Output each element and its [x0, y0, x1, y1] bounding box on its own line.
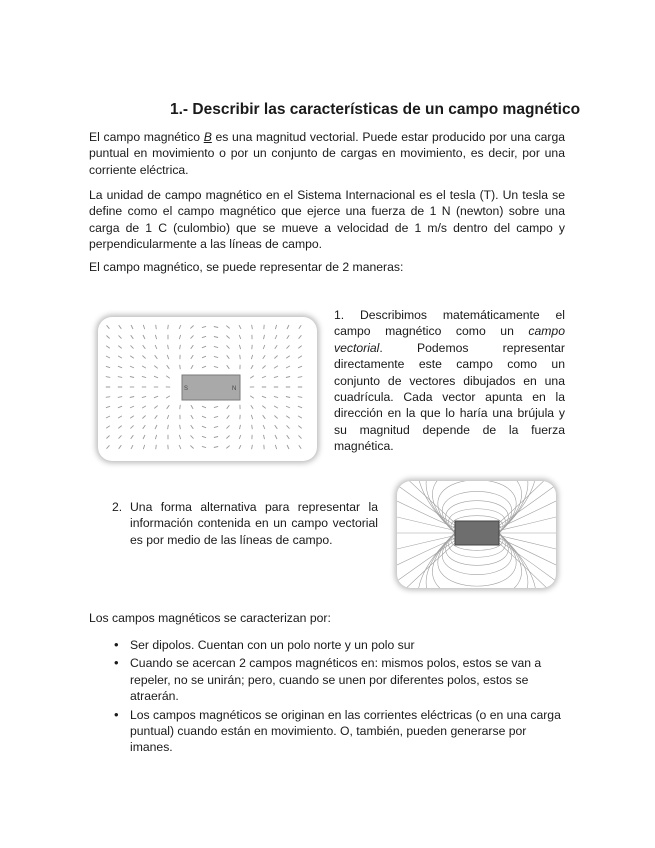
field-vector: [274, 406, 278, 408]
field-vector: [275, 325, 276, 329]
field-vector: [166, 396, 170, 398]
field-vector: [131, 325, 133, 329]
field-vector: [226, 446, 229, 449]
field-vector: [168, 325, 169, 329]
field-vector: [275, 445, 276, 449]
field-vector: [287, 435, 290, 439]
field-vector: [251, 415, 252, 419]
field-vector: [166, 376, 170, 378]
field-vector: [154, 396, 158, 398]
field-vector: [227, 425, 230, 428]
field-vector: [252, 445, 253, 449]
field-vector: [286, 377, 290, 378]
method1-text-start: 1. Describimos matemáticamente el campo magnético como un: [334, 308, 565, 339]
field-vector: [202, 336, 206, 337]
field-vector: [191, 355, 193, 359]
field-vector: [155, 425, 157, 429]
field-vector: [239, 345, 240, 349]
field-vector: [202, 326, 206, 327]
field-vector: [106, 336, 109, 339]
field-vector: [298, 356, 302, 358]
field-vector: [298, 416, 302, 418]
field-vector: [274, 416, 277, 419]
field-vector: [214, 356, 218, 357]
field-vector: [142, 376, 146, 377]
field-vector: [214, 337, 218, 338]
field-vector: [106, 377, 110, 378]
field-vector: [202, 406, 206, 408]
field-vector: [118, 346, 121, 349]
field-vector: [106, 436, 109, 439]
field-vector: [167, 365, 170, 369]
field-vector: [118, 397, 122, 398]
field-vector: [226, 326, 229, 329]
field-vector: [131, 335, 134, 339]
field-vector: [263, 425, 265, 429]
field-vector: [190, 446, 193, 449]
field-vector: [299, 335, 302, 338]
characteristics-list: [112, 637, 565, 758]
field-vector: [286, 397, 290, 398]
field-vector: [251, 405, 253, 409]
field-vector: [239, 325, 241, 329]
field-vector: [131, 345, 134, 348]
field-vector: [190, 326, 193, 329]
field-vector: [239, 435, 241, 439]
field-vector: [227, 415, 230, 418]
field-vector: [106, 426, 110, 428]
field-vector: [287, 345, 290, 348]
field-vector: [214, 426, 218, 427]
field-vector: [106, 397, 110, 398]
field-vector: [179, 335, 180, 339]
field-vector: [202, 356, 206, 358]
field-vector: [142, 416, 145, 419]
field-vector: [202, 436, 206, 437]
page-title: 1.- Describir las características de un campo magnético: [170, 101, 581, 118]
field-vector: [180, 425, 181, 429]
field-vector: [130, 416, 134, 419]
field-vector: [130, 425, 133, 428]
list-item: • Ser dipolos. Cuentan con un polo norte y un polo sur: [112, 637, 565, 653]
field-vector: [275, 435, 277, 439]
field-vector: [262, 396, 266, 398]
field-vector: [154, 406, 157, 409]
field-vector: [119, 335, 122, 338]
field-vector: [286, 416, 290, 419]
field-vector: [202, 426, 206, 428]
field-vector: [274, 356, 277, 359]
field-vector: [227, 355, 230, 358]
field-vector: [107, 445, 110, 448]
field-vector: [274, 396, 278, 397]
field-vector: [191, 365, 193, 369]
field-vector: [154, 366, 157, 369]
field-vector: [299, 445, 301, 449]
method2-text: Una forma alternativa para representar la información contenida en un campo vectorial es por medio de las líneas de campo.: [130, 500, 378, 547]
field-vector: [214, 366, 218, 367]
field-vector: [227, 365, 230, 369]
field-vector: [119, 445, 122, 449]
field-vector: [274, 376, 278, 377]
field-vector: [251, 365, 253, 369]
field-vector: [275, 425, 278, 429]
field-vector: [202, 446, 206, 447]
field-vector: [155, 345, 157, 349]
field-vector: [251, 355, 252, 359]
field-vector: [142, 366, 146, 368]
field-vector: [226, 436, 229, 439]
field-vector: [214, 406, 218, 407]
method1-description: [334, 307, 565, 455]
method1-text-end: . Podemos representar directamente este campo como un conjunto de vectores dibujados en una cuadrícula. Cada vector apunta en la dirección en la que lo haría una brújula y su magnitud depende de la fuerza magnética.: [334, 340, 565, 454]
vector-field-figure: [98, 317, 317, 461]
field-vector: [130, 397, 134, 398]
field-vector: [263, 355, 265, 359]
south-pole-label: S: [184, 386, 189, 392]
characteristics-heading: Los campos magnéticos se caracterizan por:: [89, 611, 331, 625]
field-vector: [168, 345, 169, 349]
field-vector: [286, 356, 290, 359]
field-vector: [118, 416, 122, 418]
field-vector: [264, 435, 265, 439]
field-vector: [143, 425, 146, 429]
field-vector: [143, 445, 144, 449]
field-vector: [106, 406, 110, 407]
field-vector: [155, 415, 158, 418]
field-vector: [262, 406, 265, 409]
field-vector: [143, 345, 146, 349]
field-vector: [119, 325, 122, 329]
field-vector: [130, 366, 134, 368]
tesla-unit-paragraph: La unidad de campo magnético en el Sistema Internacional es el tesla (T). Un tesla se define como el campo magnético que ejerce una fuerza de 1 N (newton) sobre una carga de 1 C (culombio) que se mueve a velocidad de 1 m/s dentro del campo y perpendicularmente a las líneas de campo.: [89, 188, 565, 252]
field-vector: [299, 325, 301, 329]
field-vector: [252, 425, 253, 429]
field-vector: [142, 406, 146, 408]
field-vector: [239, 335, 241, 339]
field-vector: [226, 336, 229, 339]
field-vector: [298, 397, 302, 398]
field-line: [499, 543, 556, 588]
field-vector: [274, 366, 278, 368]
method2-number: 2.: [112, 500, 123, 514]
field-vector: [240, 425, 241, 429]
field-vector: [191, 415, 193, 419]
north-pole-label: N: [232, 386, 237, 392]
field-vector: [191, 405, 193, 409]
field-vector: [214, 346, 218, 347]
field-vector: [298, 426, 301, 429]
field-vector: [131, 435, 134, 439]
field-vector: [179, 325, 181, 329]
field-vector: [299, 435, 302, 438]
field-vector: [143, 325, 144, 329]
field-vector: [214, 416, 218, 417]
field-vector: [298, 346, 301, 349]
field-vector: [287, 325, 289, 329]
field-vector: [118, 356, 122, 358]
field-vector: [179, 435, 180, 439]
field-vector: [106, 366, 110, 367]
field-vector: [214, 437, 218, 438]
field-vector: [214, 447, 218, 448]
field-vector: [155, 435, 156, 439]
field-vector: [142, 356, 145, 359]
field-vector: [155, 355, 158, 359]
field-vector: [179, 445, 181, 449]
representation-intro: El campo magnético, se puede representar de 2 maneras:: [89, 260, 404, 274]
field-vector: [167, 405, 170, 409]
field-vector: [167, 355, 169, 359]
field-vector: [298, 406, 302, 408]
vector-field-diagram: [98, 317, 317, 461]
field-vector: [191, 425, 194, 429]
method1-emphasis: campo vectorial: [334, 324, 565, 355]
field-vector: [168, 425, 169, 429]
field-vector: [107, 325, 110, 328]
field-vector: [262, 376, 266, 378]
field-vector: [130, 377, 134, 378]
field-vector: [298, 366, 302, 368]
intro-text-start: El campo magnético: [89, 130, 204, 144]
bar-magnet-dark: [455, 521, 499, 545]
field-vector: [155, 335, 156, 339]
field-vector: [131, 445, 133, 449]
field-vector: [130, 356, 134, 359]
field-vector: [167, 415, 169, 419]
intro-text-end: es una magnitud vectorial. Puede estar producido por una carga puntual en movimiento o por un conjunto de cargas en movimiento, es decir, por una corriente eléctrica.: [89, 130, 565, 177]
field-vector: [156, 445, 157, 449]
field-vector: [106, 416, 110, 418]
field-vector: [180, 405, 181, 409]
field-vector: [252, 325, 253, 329]
field-vector: [227, 345, 230, 348]
field-vector: [180, 345, 181, 349]
list-item: • Cuando se acercan 2 campos magnéticos en: mismos polos, estos se van a repeler, no se unirán; pero, cuando se unen por diferentes polos, estos se atraerán.: [112, 655, 565, 704]
field-vector: [191, 345, 194, 349]
field-lines-figure: [397, 481, 556, 588]
field-vector: [130, 406, 134, 408]
field-vector: [202, 366, 206, 368]
field-vector: [106, 346, 110, 349]
list-item: • Los campos magnéticos se originan en las corrientes eléctricas (o en una carga puntual) cuando están en movimiento. O, también, pueden generarse por imanes.: [112, 707, 565, 756]
method2-description: [112, 499, 378, 548]
field-vector: [287, 335, 289, 339]
field-vector: [250, 376, 254, 379]
field-vector: [191, 335, 194, 338]
field-vector: [118, 366, 122, 368]
field-vector: [287, 445, 289, 449]
field-vector: [106, 356, 110, 358]
field-vector: [298, 377, 302, 378]
field-vector: [143, 435, 145, 439]
field-vector: [250, 396, 254, 398]
field-vector: [119, 435, 122, 438]
field-vector: [239, 445, 241, 449]
field-vector: [227, 405, 230, 409]
field-vector: [118, 377, 122, 378]
field-vector: [240, 355, 241, 359]
field-vector: [191, 435, 194, 438]
field-symbol: B: [203, 130, 212, 144]
field-vector: [286, 406, 290, 408]
field-vector: [286, 366, 290, 368]
field-lines-diagram: [397, 481, 556, 588]
field-vector: [143, 335, 145, 339]
field-vector: [142, 396, 146, 397]
field-vector: [263, 345, 265, 349]
field-vector: [263, 415, 266, 419]
field-vector: [202, 346, 206, 348]
field-vector: [287, 425, 290, 428]
field-vector: [275, 335, 277, 339]
field-vector: [118, 406, 122, 408]
field-vector: [275, 345, 277, 349]
field-vector: [214, 327, 218, 328]
field-vector: [118, 426, 121, 429]
field-vector: [202, 416, 206, 418]
field-vector: [262, 366, 265, 369]
intro-paragraph: [89, 129, 565, 178]
field-vector: [154, 376, 158, 378]
field-vector: [156, 325, 157, 329]
field-vector: [264, 335, 265, 339]
field-vector: [180, 365, 181, 369]
